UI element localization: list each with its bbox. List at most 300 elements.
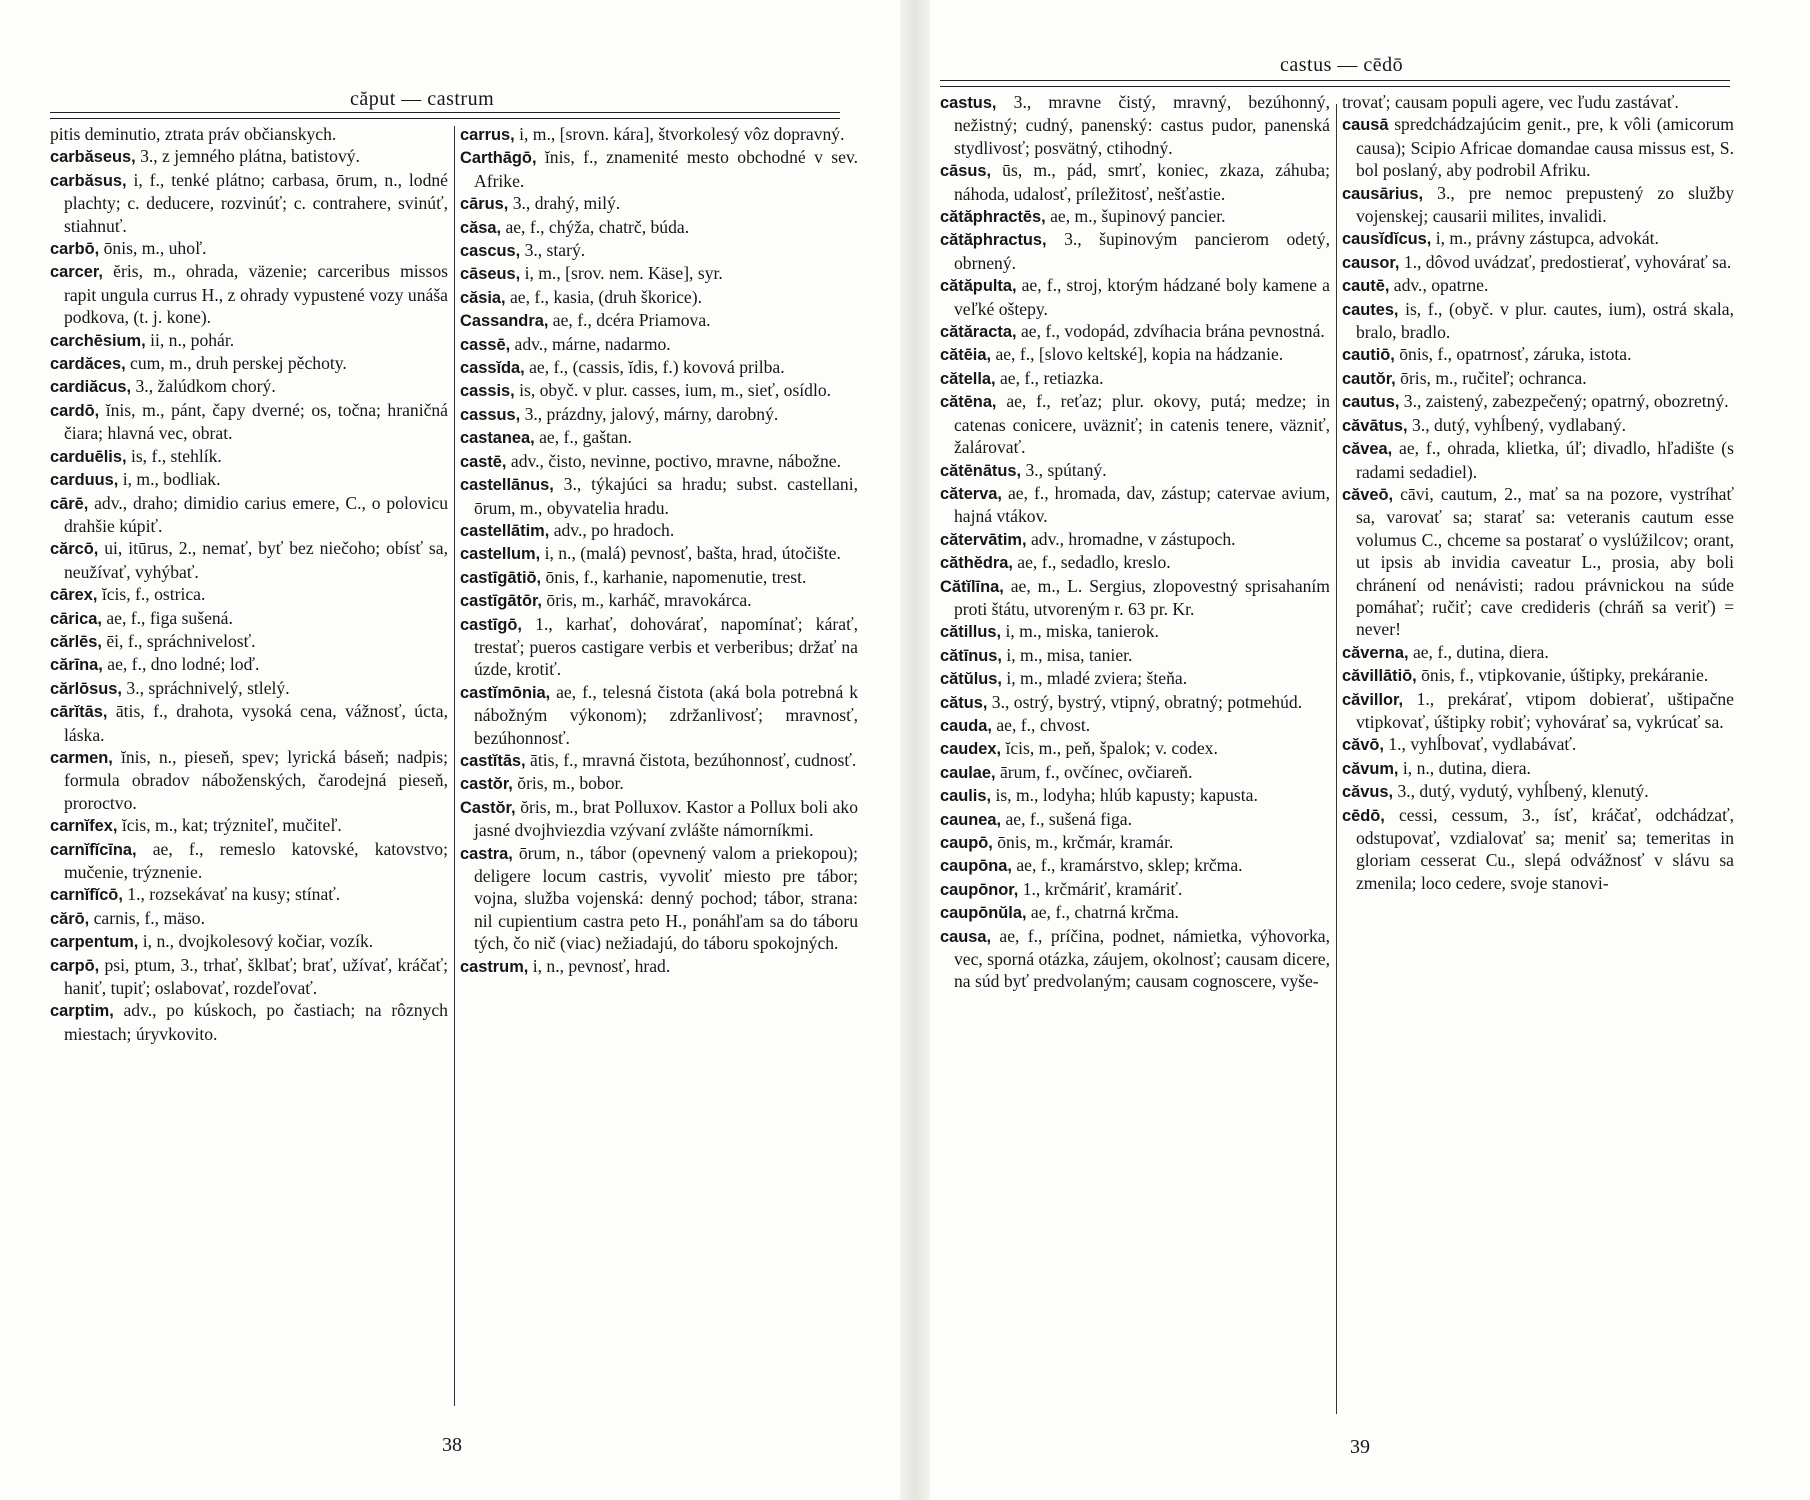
- entry-definition: ōnis, m., krčmár, kramár.: [997, 832, 1174, 852]
- entry-definition: ae, f., vodopád, zdvíhacia brána pevnostná.: [1020, 321, 1325, 342]
- dictionary-entry: [940, 367, 1330, 390]
- dictionary-entry: [940, 667, 1330, 690]
- entry-headword: cătīnus,: [940, 646, 1002, 665]
- entry-headword: carbăseus,: [50, 148, 136, 167]
- entry-headword: cătăracta,: [940, 323, 1017, 342]
- dictionary-entry: [460, 796, 858, 842]
- dictionary-entry: [460, 519, 858, 542]
- entry-definition: adv., márne, nadarmo.: [514, 333, 671, 354]
- entry-definition: 3., spútaný.: [1025, 459, 1107, 480]
- entry-headword: carmen,: [50, 748, 113, 767]
- entry-headword: cardō,: [50, 401, 100, 420]
- dictionary-entry: [1342, 688, 1734, 734]
- dictionary-entry: [1342, 182, 1734, 228]
- entry-definition: ae, f., sedadlo, kreslo.: [1017, 552, 1171, 573]
- entry-headword: castra,: [460, 844, 513, 863]
- page-number: 39: [1350, 1436, 1370, 1458]
- entry-definition: ōris, m., ručiteľ; ochranca.: [1400, 367, 1587, 388]
- entry-headword: cārus,: [460, 195, 509, 214]
- entry-definition: cum, m., druh perskej pěchoty.: [130, 353, 347, 374]
- dictionary-entry: [1342, 390, 1734, 413]
- entry-definition: ŏris, m., bobor.: [517, 773, 624, 794]
- entry-definition: ĭnis, f., znamenité mesto obchodné v sev. Afrike.: [474, 147, 858, 191]
- entry-definition: adv., čisto, nevinne, poctivo, mravne, nábožne.: [510, 450, 841, 471]
- dictionary-entry: [460, 146, 858, 192]
- dictionary-entry: [50, 999, 448, 1045]
- entry-definition: ae, f., chýža, chatrč, búda.: [505, 216, 690, 237]
- book-gutter: [900, 0, 930, 1500]
- entry-headword: caupōnor,: [940, 880, 1019, 899]
- page-number: 38: [442, 1434, 462, 1456]
- entry-definition: ae, f., chatrná krčma.: [1030, 902, 1179, 923]
- entry-definition: adv., draho; dimidio carius emere, C., o polovicu drahšie kúpiť.: [64, 492, 448, 536]
- entry-headword: carpō,: [50, 956, 100, 975]
- dictionary-entry: [460, 542, 858, 565]
- dictionary-entry: [940, 390, 1330, 458]
- entry-headword: caulis,: [940, 787, 992, 806]
- entry-headword: castanea,: [460, 429, 535, 448]
- entry-definition: i, m., bodliak.: [122, 469, 221, 490]
- entry-definition: 3., týkajúci sa hradu; subst. castellani, ōrum, m., obyvatelia hradu.: [474, 474, 858, 518]
- entry-definition: ae, f., gaštan.: [539, 427, 632, 448]
- entry-headword: carduēlis,: [50, 447, 127, 466]
- dictionary-entry: [940, 343, 1330, 366]
- entry-definition: i, m., [srovn. kára], štvorkolesý vôz dopravný.: [519, 124, 845, 144]
- entry-headword: castus,: [940, 94, 997, 112]
- entry-definition: ae, f., ohrada, klietka, úľ; divadlo, hľadište (s radami sedadiel).: [1356, 438, 1734, 482]
- entry-definition: ae, f., sušená figa.: [1005, 808, 1132, 829]
- entry-headword: carpentum,: [50, 933, 139, 952]
- entry-definition: adv., po hradoch.: [553, 519, 675, 540]
- dictionary-entry: [1342, 227, 1734, 250]
- entry-headword: cascus,: [460, 242, 521, 261]
- dictionary-entry: [940, 482, 1330, 528]
- entry-definition: i, m., [srov. nem. Käse], syr.: [524, 263, 723, 284]
- entry-definition: 3., dutý, vyhĺbený, vydlabaný.: [1412, 414, 1627, 435]
- entry-headword: căverna,: [1342, 643, 1409, 662]
- dictionary-entry: [460, 309, 858, 332]
- dictionary-entry: [460, 613, 858, 681]
- dictionary-entry: [50, 145, 448, 168]
- dictionary-entry: [940, 159, 1330, 205]
- entry-headword: căvus,: [1342, 783, 1394, 802]
- entry-headword: caunea,: [940, 810, 1002, 829]
- entry-headword: causor,: [1342, 253, 1400, 272]
- entry-definition: ae, m., L. Sergius, zlopovestný sprisahaním proti štátu, utvoreným r. 63 pr. Kr.: [954, 575, 1330, 619]
- head-rule: [940, 80, 1730, 87]
- entry-headword: carptim,: [50, 1002, 114, 1021]
- entry-definition: psi, ptum, 3., trhať, šklbať; brať, užívať, kráčať; haniť, tupiť; oslabovať, rozdeľovať.: [64, 954, 448, 999]
- entry-headword: cassē,: [460, 335, 511, 354]
- entry-headword: căsa,: [460, 218, 502, 237]
- entry-headword: caudex,: [940, 740, 1002, 759]
- dictionary-entry: [940, 925, 1330, 993]
- entry-headword: castīgō,: [460, 615, 522, 634]
- dictionary-entry: [50, 399, 448, 445]
- entry-headword: carrus,: [460, 126, 515, 144]
- entry-definition: i, n., pevnosť, hrad.: [532, 955, 671, 976]
- entry-headword: cāseus,: [460, 265, 521, 284]
- column-1: [50, 123, 448, 1045]
- entry-definition: ae, f., dcéra Priamova.: [552, 310, 711, 331]
- dictionary-entry: [940, 575, 1330, 621]
- column-2: [460, 123, 858, 978]
- entry-definition: ae, f., reťaz; plur. okovy, putá; medze; in catenas conicere, uväzniť; in catenis tenere, väzniť, žalárovať.: [954, 391, 1330, 458]
- entry-headword: căvillātiō,: [1342, 667, 1417, 686]
- column-2: [1342, 91, 1734, 894]
- dictionary-entry: [50, 814, 448, 837]
- entry-definition: ae, f., stroj, ktorým hádzané boly kamene a veľké oštepy.: [954, 275, 1330, 319]
- dictionary-entry: [460, 333, 858, 356]
- entry-headword: Cătĭlīna,: [940, 577, 1004, 596]
- dictionary-entry: [50, 677, 448, 700]
- dictionary-entry: [1342, 437, 1734, 483]
- dictionary-entry: [1342, 298, 1734, 344]
- entry-headword: cătăphractēs,: [940, 208, 1046, 227]
- entry-definition: i, m., mladé zviera; šteňa.: [1006, 668, 1188, 689]
- entry-headword: cāsus,: [940, 162, 992, 181]
- dictionary-entry: [460, 262, 858, 285]
- entry-definition: ŏris, m., brat Polluxov. Kastor a Pollux boli ako jasné dvojhviezdia vzývaní zvlášte námorníkmi.: [474, 796, 858, 841]
- entry-headword: castellātim,: [460, 521, 550, 540]
- dictionary-entry: [50, 468, 448, 491]
- entry-headword: cătella,: [940, 369, 996, 388]
- entry-definition: 1., rozsekávať na kusy; stínať.: [127, 884, 341, 905]
- dictionary-entry: [50, 492, 448, 538]
- entry-headword: cautes,: [1342, 300, 1399, 319]
- entry-headword: cārĭtās,: [50, 703, 108, 722]
- entry-headword: cătăphractus,: [940, 231, 1047, 250]
- entry-headword: caupōnŭla,: [940, 904, 1027, 923]
- entry-definition: i, m., misa, tanier.: [1006, 644, 1133, 665]
- dictionary-entry: [50, 607, 448, 630]
- entry-definition: 3., šupinovým pancierom odetý, obrnený.: [954, 229, 1330, 273]
- dictionary-entry: [940, 901, 1330, 924]
- entry-headword: cătēia,: [940, 346, 992, 365]
- dictionary-entry: [460, 239, 858, 262]
- entry-definition: 1., prekárať, vtipom dobierať, uštipačne vtipkovať, úštipky robiť; vyhovárať sa, vykrúcať sa.: [1356, 688, 1734, 732]
- dictionary-entry: [460, 123, 858, 146]
- entry-headword: carduus,: [50, 471, 119, 490]
- entry-headword: castīgātōr,: [460, 592, 542, 611]
- entry-headword: căvum,: [1342, 759, 1399, 778]
- dictionary-entry: [1342, 780, 1734, 803]
- entry-definition: i, f., tenké plátno; carbasa, ōrum, n., lodné plachty; c. deducere, rozvinúť; c. contrahere, svinúť, stiahnuť.: [64, 169, 448, 236]
- dictionary-entry: [460, 681, 858, 749]
- dictionary-entry: [50, 838, 448, 884]
- entry-definition: ĭcis, f., ostrica.: [101, 584, 206, 605]
- entry-definition: trovať; causam populi agere, vec ľudu zastávať.: [1342, 92, 1679, 112]
- dictionary-entry: [50, 653, 448, 676]
- entry-definition: ae, f., (cassis, ĭdis, f.) kovová prilba.: [529, 357, 785, 378]
- dictionary-entry: [940, 551, 1330, 574]
- dictionary-entry: [940, 691, 1330, 714]
- entry-definition: 3., starý.: [524, 240, 586, 261]
- entry-definition: is, m., lodyha; hlúb kapusty; kapusta.: [995, 785, 1258, 806]
- entry-definition: ae, f., chvost.: [996, 714, 1091, 735]
- column-1: [940, 91, 1330, 993]
- dictionary-entry: [940, 528, 1330, 551]
- entry-headword: cauda,: [940, 716, 992, 735]
- dictionary-entry: [460, 589, 858, 612]
- entry-definition: 3., prázdny, jalový, márny, darobný.: [524, 403, 779, 424]
- dictionary-entry: [1342, 274, 1734, 297]
- entry-definition: ae, f., kramárstvo, sklep; krčma.: [1016, 855, 1243, 876]
- entry-definition: ĭcis, m., kat; trýzniteľ, mučiteľ.: [121, 815, 342, 836]
- entry-definition: pitis deminutio, ztrata práv občianskych.: [50, 124, 337, 144]
- entry-definition: is, obyč. v plur. casses, ium, m., sieť, osídlo.: [519, 380, 832, 401]
- entry-definition: ōrum, n., tábor (opevnený valom a priekopou); deligere locum castris, vyvoliť miesto pre tábor; vojna, služba vojenská: denný pochod; tábor, strana: nil cupientium castra peto H., ponáhľam sa do táboru tých, čo nič (viac) nežiadajú, do táboru spokojných.: [474, 842, 858, 954]
- dictionary-entry: [460, 772, 858, 795]
- entry-headword: cārex,: [50, 586, 98, 605]
- dictionary-entry: [50, 260, 448, 328]
- entry-headword: cărīna,: [50, 656, 103, 675]
- entry-headword: causārius,: [1342, 184, 1424, 203]
- entry-definition: cāvi, cautum, 2., mať sa na pozore, vystríhať sa, varovať sa; starať sa: veteranis cautum esse volumus C., chceme sa postarať o vyslúžilcov; orant, ut ipsis ab invidia caveatur L., prosia, aby boli chránení od nenávisti; radou právnickou na súde pomáhať; ručiť; cave credideris (chráň sa veriť) = never!: [1356, 483, 1734, 640]
- entry-headword: carnĭfĭcīna,: [50, 840, 137, 859]
- dictionary-entry: [50, 445, 448, 468]
- entry-definition: ae, f., príčina, podnet, námietka, výhovorka, vec, sporná otázka, záujem, okolnosť; causam dicere, na súd byť predvolaným; causam cognoscere, vyše-: [954, 925, 1330, 992]
- entry-headword: carnĭfĭcō,: [50, 886, 123, 905]
- entry-headword: cautē,: [1342, 277, 1390, 296]
- entry-definition: i, n., dvojkolesový kočiar, vozík.: [142, 931, 374, 952]
- entry-definition: ae, f., [slovo keltské], kopia na hádzanie.: [995, 344, 1284, 365]
- entry-definition: i, n., (malá) pevnosť, bašta, hrad, útočište.: [544, 543, 841, 564]
- dictionary-entry: [50, 583, 448, 606]
- entry-headword: cēdō,: [1342, 806, 1385, 825]
- entry-definition: 3., zaistený, zabezpečený; opatrný, obozretný.: [1403, 391, 1729, 412]
- entry-definition: ĭnis, n., pieseň, spev; lyrická báseň; nadpis; formula obradov náboženských, čarodejná pieseň, proroctvo.: [64, 746, 448, 813]
- dictionary-entry: [940, 459, 1330, 482]
- entry-headword: căvātus,: [1342, 416, 1408, 435]
- entry-headword: căvō,: [1342, 736, 1384, 755]
- entry-headword: caupō,: [940, 834, 993, 852]
- entry-headword: carnĭfex,: [50, 817, 118, 836]
- entry-definition: ūs, m., pád, smrť, koniec, zkaza, záhuba; náhoda, udalosť, príležitosť, nešťastie.: [954, 160, 1330, 204]
- entry-headword: cautiō,: [1342, 346, 1395, 365]
- entry-headword: castē,: [460, 452, 507, 471]
- entry-headword: caulae,: [940, 763, 996, 782]
- dictionary-entry: [940, 854, 1330, 877]
- dictionary-entry: [940, 228, 1330, 274]
- entry-headword: causā: [1342, 116, 1389, 135]
- entry-definition: 3., z jemného plátna, batistový.: [140, 146, 360, 167]
- entry-headword: cautŏr,: [1342, 369, 1396, 388]
- dictionary-entry: [940, 320, 1330, 343]
- entry-definition: is, f., (obyč. v plur. cautes, ium), ostrá skala, bralo, bradlo.: [1356, 298, 1735, 343]
- entry-headword: căthĕdra,: [940, 554, 1013, 573]
- dictionary-entry: [460, 749, 858, 772]
- entry-headword: causa,: [940, 927, 992, 946]
- entry-definition: 3., spráchnivelý, stlelý.: [126, 677, 290, 698]
- entry-definition: carnis, f., mäso.: [93, 907, 205, 928]
- dictionary-entry: [50, 883, 448, 906]
- dictionary-entry: [460, 403, 858, 426]
- entry-headword: cătăpulta,: [940, 277, 1017, 296]
- entry-definition: ae, f., retiazka.: [1000, 367, 1104, 388]
- entry-definition: ōris, m., karháč, mravokárca.: [546, 590, 752, 611]
- entry-definition: ae, m., šupinový pancier.: [1050, 206, 1226, 227]
- entry-headword: cătŭlus,: [940, 670, 1002, 689]
- entry-definition: ōnis, f., karhanie, napomenutie, trest.: [545, 566, 807, 587]
- entry-definition: 1., dôvod uvádzať, predostierať, vyhovárať sa.: [1403, 251, 1732, 272]
- dictionary-entry: [940, 761, 1330, 784]
- entry-definition: ae, f., remeslo katovské, katovstvo; mučenie, trýznenie.: [64, 838, 448, 882]
- dictionary-entry: [460, 426, 858, 449]
- dictionary-entry: [1342, 483, 1734, 641]
- entry-definition: adv., opatrne.: [1393, 275, 1489, 296]
- dictionary-entry: [1342, 733, 1734, 756]
- entry-headword: castrum,: [460, 957, 529, 976]
- head-rule: [50, 112, 840, 119]
- entry-headword: căterva,: [940, 484, 1002, 503]
- dictionary-entry: [50, 169, 448, 237]
- entry-definition: i, m., právny zástupca, advokát.: [1435, 228, 1659, 249]
- entry-headword: castĭtās,: [460, 751, 526, 770]
- entry-headword: castŏr,: [460, 775, 513, 794]
- entry-headword: castīgātiō,: [460, 568, 542, 587]
- running-head: castus — cēdō: [1280, 54, 1404, 76]
- entry-headword: cătēnātus,: [940, 461, 1022, 480]
- right-page: [930, 0, 1810, 1500]
- dictionary-entry: [50, 954, 448, 1000]
- dictionary-entry: [940, 714, 1330, 737]
- entry-definition: adv., hromadne, v zástupoch.: [1030, 528, 1236, 549]
- entry-headword: căvillor,: [1342, 690, 1404, 709]
- entry-definition: cessi, cessum, 3., ísť, kráčať, odchádzať, odstupovať, vzdialovať sa; meniť sa; temeritas in gloriam cesserat Cu., slepá odvážnosť v slávu sa zmenila; loco cedere, svoje stanovi-: [1356, 804, 1734, 893]
- entry-definition: ōnis, f., opatrnosť, záruka, istota.: [1399, 344, 1632, 365]
- dictionary-entry: [50, 907, 448, 930]
- dictionary-entry: [50, 123, 448, 145]
- entry-headword: cătēna,: [940, 393, 997, 412]
- entry-definition: ii, n., pohár.: [150, 329, 235, 350]
- column-divider: [454, 126, 455, 1406]
- entry-headword: carchēsium,: [50, 331, 146, 350]
- dictionary-entry: [50, 352, 448, 375]
- dictionary-entry: [940, 878, 1330, 901]
- entry-definition: 3., ostrý, bystrý, vtipný, obratný; potmehúd.: [991, 691, 1303, 712]
- dictionary-entry: [1342, 664, 1734, 687]
- dictionary-entry: [50, 237, 448, 260]
- entry-headword: Cassandra,: [460, 312, 549, 331]
- entry-headword: căveō,: [1342, 485, 1394, 504]
- entry-headword: cārica,: [50, 609, 102, 628]
- dictionary-entry: [940, 620, 1330, 643]
- entry-headword: cardăces,: [50, 355, 126, 374]
- entry-definition: i, m., miska, tanierok.: [1005, 621, 1159, 642]
- dictionary-entry: [460, 379, 858, 402]
- entry-definition: ātis, f., mravná čistota, bezúhonnosť, cudnosť.: [530, 749, 857, 770]
- entry-headword: caupōna,: [940, 857, 1012, 876]
- entry-headword: causĭdĭcus,: [1342, 230, 1432, 249]
- entry-definition: ae, f., hromada, dav, zástup; catervae avium, hajná vtákov.: [954, 482, 1330, 527]
- entry-headword: cassus,: [460, 405, 521, 424]
- dictionary-entry: [1342, 804, 1734, 895]
- entry-headword: cardiăcus,: [50, 378, 132, 397]
- left-page: [0, 0, 900, 1500]
- entry-headword: cărlēs,: [50, 632, 102, 651]
- dictionary-entry: [50, 746, 448, 814]
- entry-definition: is, f., stehlík.: [130, 445, 222, 466]
- dictionary-entry: [50, 329, 448, 352]
- entry-headword: cărō,: [50, 909, 90, 928]
- entry-headword: cărlōsus,: [50, 679, 122, 698]
- entry-definition: ae, f., dutina, diera.: [1412, 641, 1549, 662]
- dictionary-entry: [460, 356, 858, 379]
- entry-headword: carbăsus,: [50, 171, 127, 190]
- entry-definition: 3., mravne čistý, mravný, bezúhonný, nežistný; cudný, panenský: castus pudor, panenská stydlivosť; posvätný, ctihodný.: [954, 92, 1330, 158]
- entry-definition: ēi, f., spráchnivelosť.: [106, 630, 256, 651]
- dictionary-entry: [50, 700, 448, 746]
- entry-definition: 3., drahý, milý.: [512, 193, 621, 214]
- dictionary-entry: [1342, 251, 1734, 274]
- dictionary-entry: [460, 842, 858, 955]
- entry-headword: cătervātim,: [940, 530, 1027, 549]
- entry-definition: ĭnis, m., pánt, čapy dverné; os, točna; hraničná čiara; hlavná vec, obrat.: [64, 399, 448, 444]
- entry-definition: ĕris, m., ohrada, väzenie; carceribus missos rapit ungula currus H., z ohrady vypustené vozy unáša podkova, (t. j. kone).: [64, 261, 448, 328]
- dictionary-entry: [940, 274, 1330, 320]
- entry-definition: adv., po kúskoch, po častiach; na rôznych miestach; úryvkovito.: [64, 1000, 448, 1044]
- entry-definition: i, n., dutina, diera.: [1402, 757, 1531, 778]
- entry-headword: castĭmōnia,: [460, 683, 551, 702]
- entry-definition: ui, itūrus, 2., nemať, byť bez niečoho; obísť sa, neužívať, vyhýbať.: [64, 538, 448, 582]
- dictionary-entry: [940, 808, 1330, 831]
- dictionary-entry: [50, 630, 448, 653]
- dictionary-entry: [50, 375, 448, 398]
- entry-definition: 3., pre nemoc prepustený zo služby vojenskej; causarii milites, invalidi.: [1356, 182, 1735, 227]
- entry-headword: cătillus,: [940, 623, 1002, 642]
- entry-definition: 3., dutý, vydutý, vyhĺbený, klenutý.: [1397, 781, 1649, 802]
- entry-headword: carcer,: [50, 263, 103, 282]
- entry-headword: căvea,: [1342, 440, 1393, 459]
- dictionary-entry: [940, 737, 1330, 760]
- entry-definition: spredchádzajúcim genit., pre, k vôli (amicorum causa); Scipio Africae domandae causa missus est, S. bol poslaný, aby podrobil Afriku.: [1356, 114, 1734, 181]
- entry-definition: ārum, f., ovčínec, ovčiareň.: [1000, 761, 1193, 782]
- entry-definition: ae, f., kasia, (druh škorice).: [509, 286, 702, 307]
- entry-definition: 1., krčmáriť, kramáriť.: [1022, 878, 1183, 899]
- dictionary-entry: [50, 930, 448, 953]
- entry-definition: ae, f., dno lodné; loď.: [107, 654, 260, 675]
- entry-headword: castellum,: [460, 545, 541, 564]
- dictionary-entry: [460, 955, 858, 978]
- entry-definition: 3., žalúdkom chorý.: [135, 376, 276, 397]
- entry-headword: cassĭda,: [460, 359, 525, 378]
- dictionary-entry: [460, 192, 858, 215]
- entry-definition: ātis, f., drahota, vysoká cena, vážnosť, úcta, láska.: [64, 701, 449, 745]
- entry-definition: 1., vyhĺbovať, vydlabávať.: [1388, 734, 1577, 755]
- entry-headword: cărcō,: [50, 540, 99, 559]
- dictionary-entry: [460, 450, 858, 473]
- entry-headword: cautus,: [1342, 393, 1400, 412]
- dictionary-entry: [1342, 113, 1734, 181]
- entry-definition: ōnis, m., uhoľ.: [103, 238, 207, 259]
- dictionary-entry: [940, 205, 1330, 228]
- entry-headword: căsia,: [460, 288, 506, 307]
- entry-headword: carbō,: [50, 240, 100, 259]
- dictionary-entry: [1342, 367, 1734, 390]
- dictionary-entry: [940, 91, 1330, 159]
- entry-definition: ĭcis, m., peň, špalok; v. codex.: [1005, 738, 1218, 759]
- entry-headword: cătus,: [940, 693, 988, 712]
- running-head: căput — castrum: [350, 88, 495, 110]
- dictionary-entry: [940, 831, 1330, 854]
- dictionary-entry: [1342, 414, 1734, 437]
- dictionary-entry: [460, 286, 858, 309]
- entry-definition: 1., karhať, dohovárať, napomínať; kárať, trestať; pueros castigare verbis et verberibus; držať na úzde, krotiť.: [474, 613, 858, 680]
- dictionary-entry: [50, 537, 448, 583]
- entry-definition: ae, f., telesná čistota (aká bola potrebná k nábožným výkonom); zdržanlivosť; mravnosť, bezúhonnosť.: [474, 681, 858, 748]
- entry-headword: cassis,: [460, 382, 515, 401]
